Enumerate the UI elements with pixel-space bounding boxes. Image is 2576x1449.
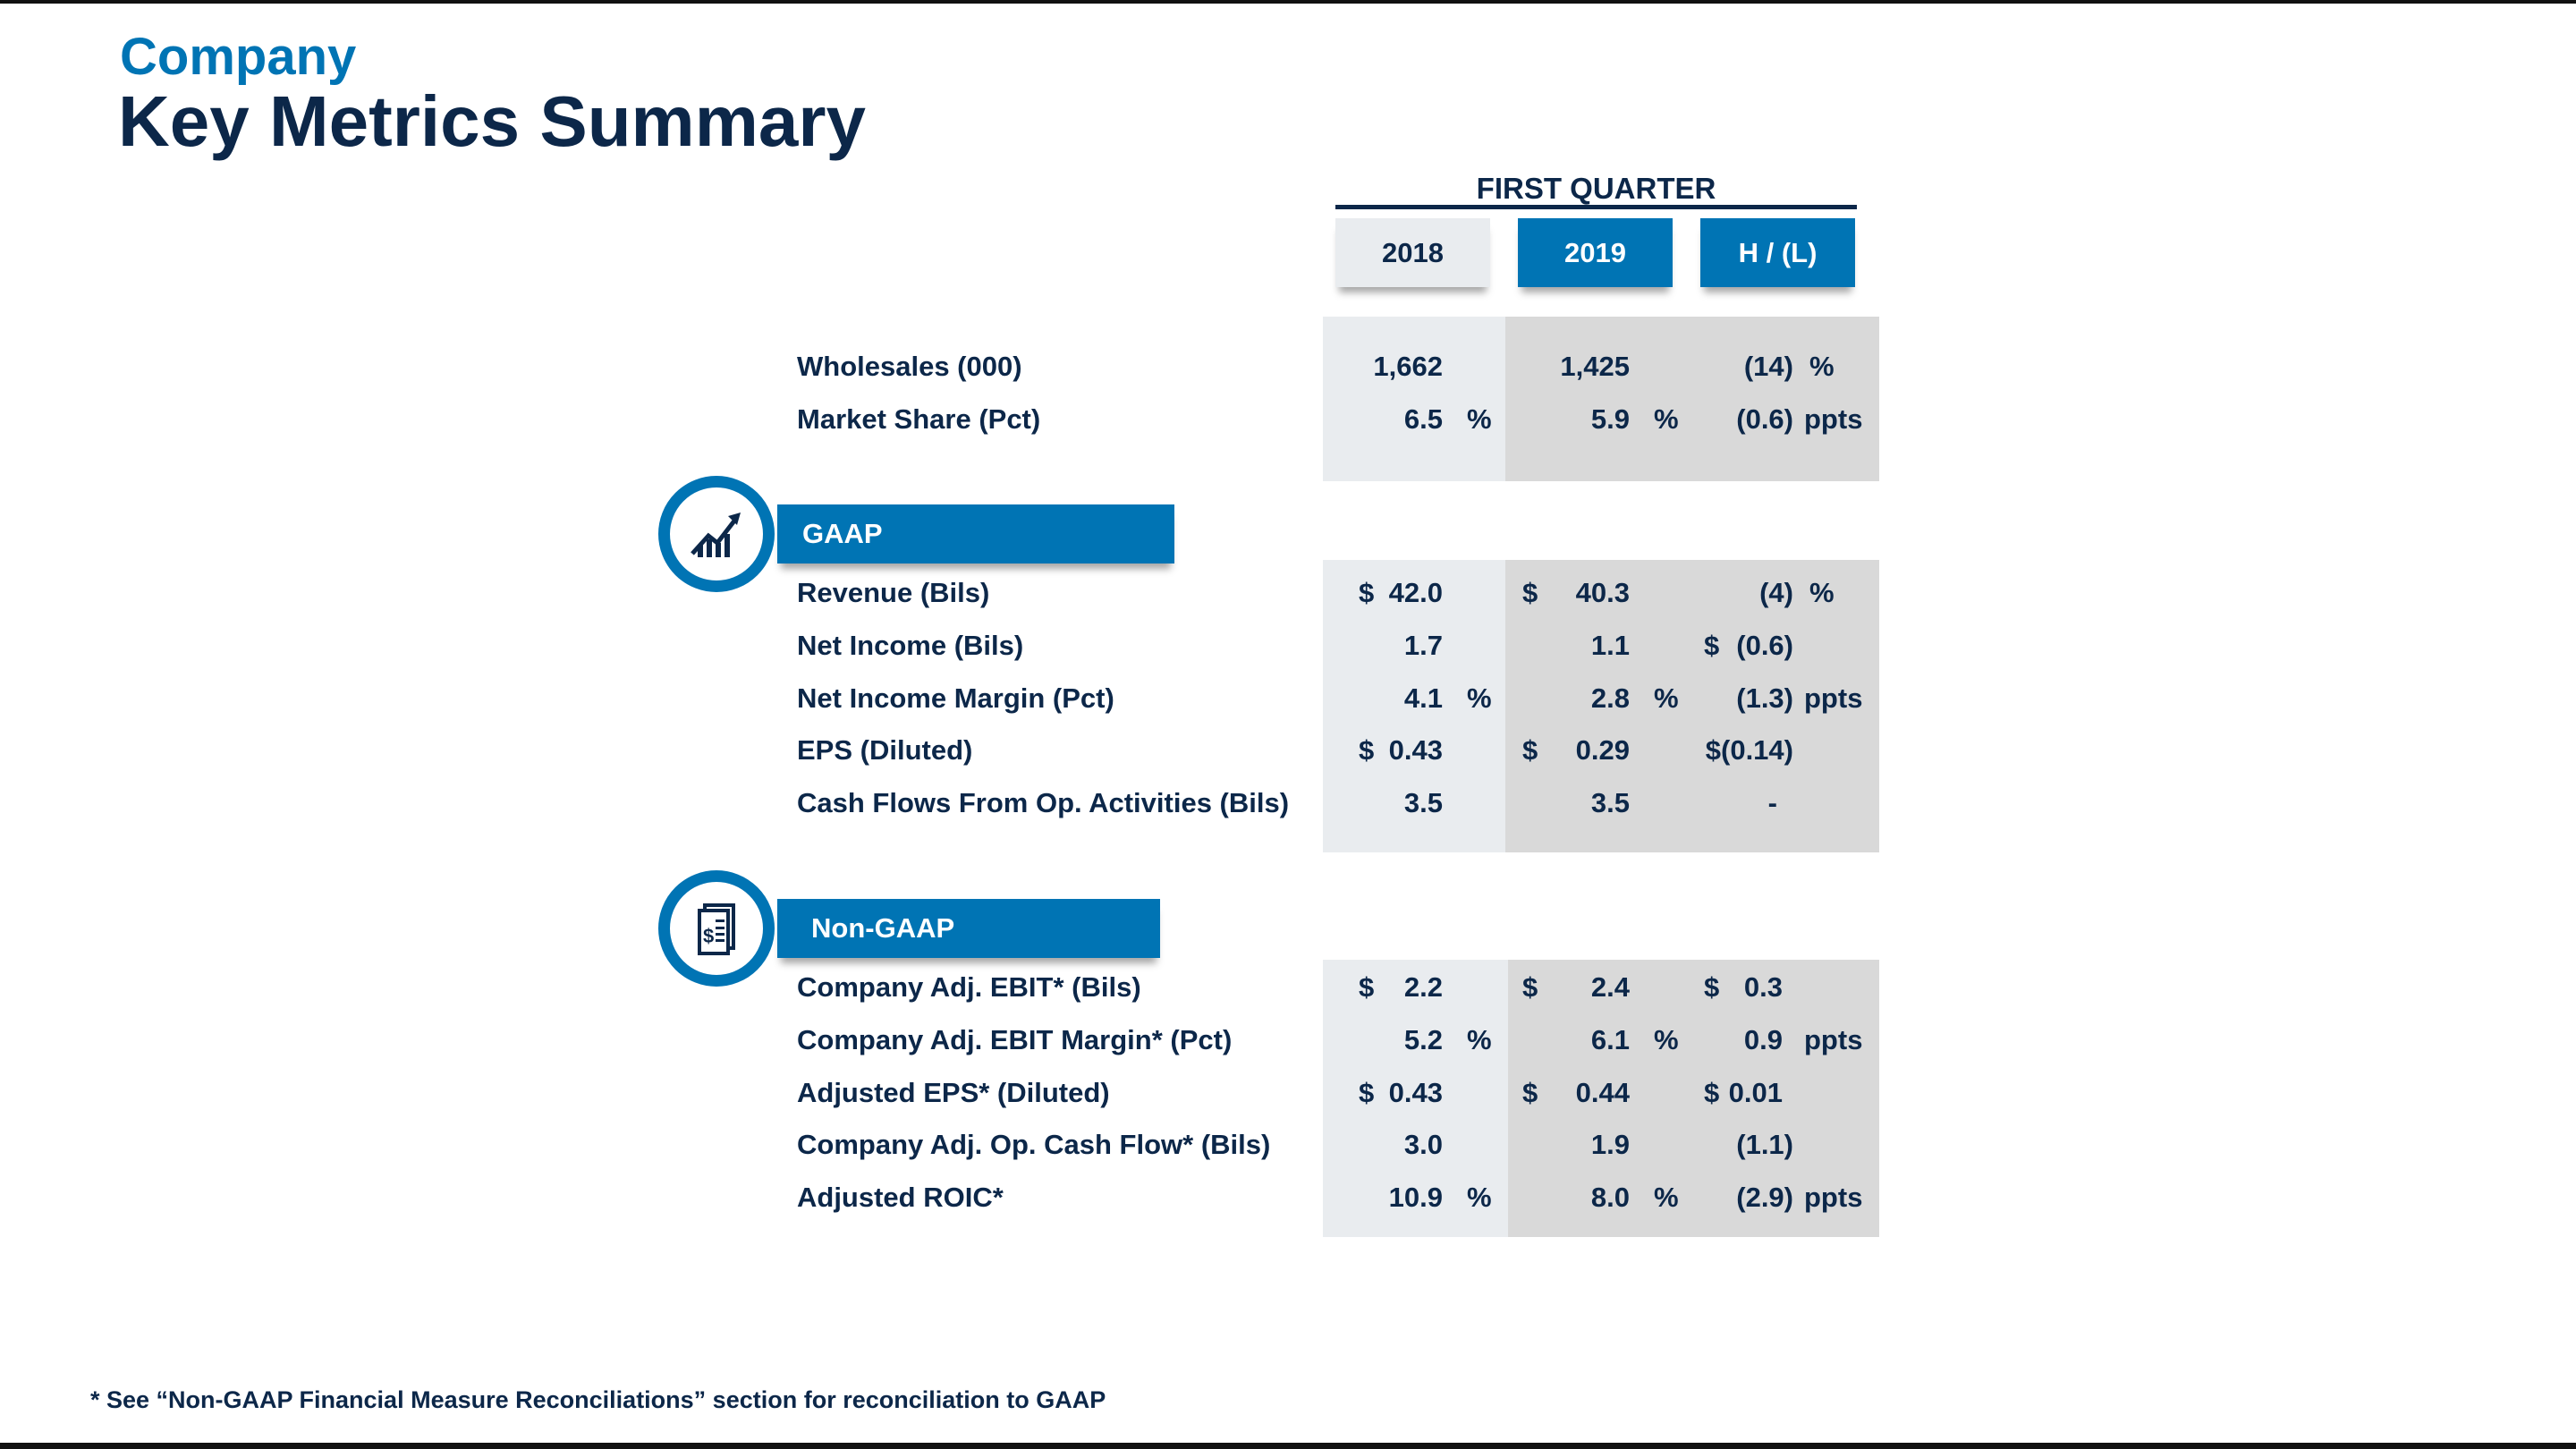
metric-value: $(0.14) <box>1705 734 1793 767</box>
metric-value: 3.5 <box>1403 787 1443 819</box>
metric-value: 1,662 <box>1373 351 1443 382</box>
metric-value: 0.43 <box>1388 734 1443 767</box>
metric-value: 0.43 <box>1388 1076 1443 1108</box>
row-label: Net Income (Bils) <box>797 629 1024 661</box>
metric-value: 10.9 <box>1388 1182 1443 1214</box>
currency-symbol: $ <box>1359 734 1375 767</box>
unit-label: % <box>1809 351 1835 382</box>
metric-value: 0.29 <box>1575 734 1630 767</box>
non-gaap-section-bar <box>777 899 1160 958</box>
metric-value: 8.0 <box>1590 1182 1630 1214</box>
unit-label: % <box>1467 1182 1492 1214</box>
metric-value: (1.1) <box>1736 1129 1793 1161</box>
metric-value: 6.1 <box>1590 1023 1630 1055</box>
row-label: Company Adj. Op. Cash Flow* (Bils) <box>797 1129 1271 1161</box>
chart-growth-icon <box>658 476 775 592</box>
unit-label: ppts <box>1804 402 1863 435</box>
currency-symbol: $ <box>1522 734 1538 767</box>
column-header-2019: 2019 <box>1518 218 1673 287</box>
metric-value: (0.6) <box>1736 629 1793 661</box>
currency-symbol: $ <box>1359 1076 1375 1108</box>
bottom-border <box>0 1443 2576 1449</box>
non-gaap-section-label: Non-GAAP <box>811 912 955 944</box>
currency-symbol: $ <box>1522 577 1538 608</box>
financial-document-icon <box>658 870 775 987</box>
metric-value: 1,425 <box>1560 351 1630 382</box>
unit-label: ppts <box>1804 682 1863 714</box>
svg-text:$: $ <box>703 925 715 947</box>
metric-value: (2.9) <box>1736 1182 1793 1214</box>
unit-label: ppts <box>1804 1182 1863 1214</box>
metric-value: 1.7 <box>1403 629 1443 661</box>
metric-value: 0.3 <box>1743 971 1783 1003</box>
row-label: Adjusted EPS* (Diluted) <box>797 1076 1110 1108</box>
row-label: Cash Flows From Op. Activities (Bils) <box>797 787 1290 819</box>
currency-symbol: $ <box>1359 971 1375 1003</box>
currency-symbol: $ <box>1522 971 1538 1003</box>
footnote: * See “Non-GAAP Financial Measure Reconciliations” section for reconciliation to GAAP <box>90 1386 1106 1413</box>
currency-symbol: $ <box>1359 577 1375 608</box>
metric-value: 5.9 <box>1590 402 1630 435</box>
col-2018-bg <box>1323 317 1505 481</box>
period-header: FIRST QUARTER <box>1476 172 1716 205</box>
metric-value: (14) <box>1743 351 1793 382</box>
row-label: EPS (Diluted) <box>797 734 973 767</box>
metric-value: - <box>1767 787 1777 819</box>
top-border <box>0 0 2576 4</box>
metric-value: 1.1 <box>1590 629 1630 661</box>
gaap-section-label: GAAP <box>802 518 883 549</box>
row-label: Company Adj. EBIT Margin* (Pct) <box>797 1023 1233 1055</box>
metric-value: 0.9 <box>1743 1023 1783 1055</box>
row-label: Adjusted ROIC* <box>797 1182 1004 1214</box>
metric-value: 2.4 <box>1590 971 1630 1003</box>
unit-label: % <box>1467 1023 1492 1055</box>
period-underline <box>1335 205 1857 209</box>
section-title: Company <box>120 28 357 86</box>
unit-label: % <box>1654 682 1679 714</box>
unit-label: ppts <box>1804 1023 1863 1055</box>
metric-value: 4.1 <box>1403 682 1443 714</box>
row-label: Company Adj. EBIT* (Bils) <box>797 971 1141 1003</box>
page-title: Key Metrics Summary <box>118 81 866 161</box>
metric-value: 42.0 <box>1388 577 1443 608</box>
unit-label: % <box>1467 402 1492 435</box>
unit-label: % <box>1654 1182 1679 1214</box>
metric-value: 3.5 <box>1590 787 1630 819</box>
row-label: Revenue (Bils) <box>797 577 990 608</box>
currency-symbol: $ <box>1704 629 1720 661</box>
row-label: Market Share (Pct) <box>797 402 1041 435</box>
metric-value: (1.3) <box>1736 682 1793 714</box>
row-label: Net Income Margin (Pct) <box>797 682 1114 714</box>
unit-label: % <box>1654 1023 1679 1055</box>
unit-label: % <box>1809 577 1835 608</box>
metric-value: (0.6) <box>1736 402 1793 435</box>
column-header-2018: 2018 <box>1335 218 1490 287</box>
metric-value: 6.5 <box>1403 402 1443 435</box>
currency-symbol: $ <box>1704 1076 1720 1108</box>
metric-value: 3.0 <box>1403 1129 1443 1161</box>
metric-value: 2.8 <box>1590 682 1630 714</box>
column-header-change: H / (L) <box>1700 218 1855 287</box>
unit-label: % <box>1654 402 1679 435</box>
row-label: Wholesales (000) <box>797 351 1022 382</box>
unit-label: % <box>1467 682 1492 714</box>
col-2019-bg <box>1505 317 1879 481</box>
currency-symbol: $ <box>1704 971 1720 1003</box>
metric-value: 2.2 <box>1403 971 1443 1003</box>
metric-value: 1.9 <box>1590 1129 1630 1161</box>
metric-value: 0.44 <box>1575 1076 1630 1108</box>
metric-value: (4) <box>1759 577 1793 608</box>
metric-value: 5.2 <box>1403 1023 1443 1055</box>
metric-value: 0.01 <box>1728 1076 1783 1108</box>
gaap-section-bar <box>777 504 1174 564</box>
currency-symbol: $ <box>1522 1076 1538 1108</box>
metric-value: 40.3 <box>1575 577 1630 608</box>
